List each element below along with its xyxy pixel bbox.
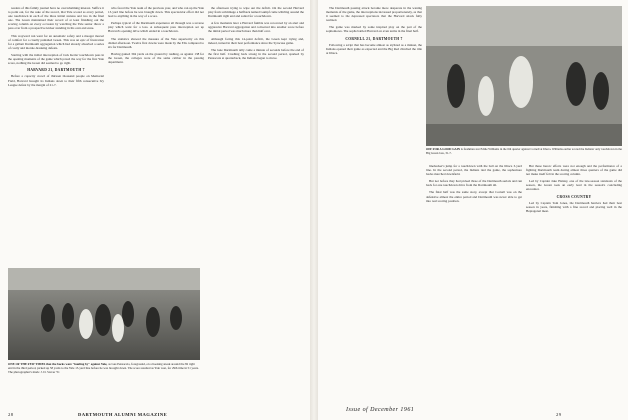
article-paragraph: A few moments later a Harvard fumble was recovered by an alert and aggressive Harvard aggregation and converted into another score before the initial period was much more than half over. (208, 21, 304, 34)
article-paragraph: Led by Captain Tom Jones, the Dartmouth harriers had their best season in years, finishing with a fine record and placing well in the Heptagonal meet. (526, 200, 622, 213)
photo-caption-right (426, 148, 622, 156)
article-paragraph: the afternoon trying to wipe out the deficit. On the second Harvard play from scrimmage a halfback named Gumpf came whirling around the Dartmouth right end and sailed for a touchdown. (208, 6, 304, 19)
article-paragraph: Following a script that has become almost as stylized as a minuet, the Indians opened their game as expected and the Big Red clinched the title at Ithaca. (326, 42, 422, 55)
right-column-1 (326, 6, 422, 390)
article-paragraph: Before a capacity crowd of thirteen thousand people on Memorial Field, Harvard brought its Indians down to their fifth consecutive Ivy League defeat by the margin of 21-7. (8, 74, 104, 87)
right-page (318, 0, 628, 420)
article-paragraph: Although facing this 14-point deficit, the Green kept trying and, indeed, turned in their best performance since the Syracuse game. (208, 36, 304, 45)
article-paragraph: The statistics showed the measure of the Yale superiority on this dismal afternoon. Twelve first downs were made by the Elis compared to six for Dartmouth. (108, 36, 204, 49)
article-paragraph: Starting with the initial interception of Jack Kerns' touchdown pass in the opening moments of the game which paved the way for the first Yale score, nothing the Green did seemed to go right. (8, 52, 104, 66)
caption-body-right: is freshman star Eddie Williams in the 6th quarter against Cornell at Ithaca. Williams earlier scored the Indians' only touchdown in the Big Green loss, 31-7. (426, 147, 622, 155)
right-column-2 (426, 164, 522, 390)
football-photo-cornell (426, 6, 622, 146)
article-paragraph: Perhaps typical of the Dartmouth experience all through was a reverse play which went for a loss. A subsequent pass interception set up Harvard's opening drive which ended in a touchdown. (108, 21, 204, 34)
left-column-3 (208, 6, 304, 262)
article-paragraph: The Dartmouth passing attack became more desperate in the waning moments of the game, the interceptions increased proportionately, as that it seemed to the depressed spectators that the Harvard attack fully realized. (326, 6, 422, 23)
magazine-title: DARTMOUTH ALUMNI MAGAZINE (78, 412, 168, 417)
article-paragraph: The final half was the same story, except that Cornell was on the defensive almost the entire period and Dartmouth was never able to get into real scoring position. (426, 190, 522, 203)
article-paragraph: linebacker's jump for a touchdown with the ball on the Ithaca 3-yard line. In the second period, the Indians tied the game, the sophomore backs marched downfield. (426, 164, 522, 177)
article-paragraph: Led by Captain Jake Hanley, one of the late-season standouts of the season, the Green took an early lead in the season's concluding encounter. (526, 179, 622, 192)
page-number-left: 28 (8, 412, 14, 417)
left-page (0, 0, 310, 420)
page-number-right: 29 (556, 412, 562, 417)
section-heading: CORNELL 21, DARTMOUTH 7 (345, 36, 403, 41)
left-column-2 (108, 6, 204, 262)
article-paragraph: Having gained 394 yards on the ground by rushing, as against 138 for the Green, the colleges were of the same caliber in the passing department. (108, 51, 204, 65)
photo-credit: J. D. Stover '51 (40, 370, 60, 374)
section-heading: HARVARD 21, DARTMOUTH 7 (27, 68, 85, 73)
right-column-3 (526, 164, 622, 390)
article-paragraph: But not before they had picked three of the Dartmouth aerials and run back for one touchdown drive from the Dartmouth 46. (426, 179, 522, 188)
article-paragraph: The lone Dartmouth tally came a minute of seconds before the end of the first half. Crashing back strong in the second period, sparked by Pensacola at quarterback, the Indians began to move. (208, 47, 304, 60)
article-paragraph: But these heroic efforts were not enough and the performance of a fighting Dartmouth team during almost three quarters of the game did not make itself felt in the scoring column. (526, 164, 622, 177)
article-paragraph: readers of this family journal have no overwhelming interest. Suffice it to point out, for the sake of the record, that Yale scored as every period, one touchdown in each of the three initial stanzas and two in the final one. The Green maintained their record of at least finishing out the scoring column on every occasion by watching the Yale senior throw a pass over from a prospective kicker standing in his own end zone. (8, 6, 104, 31)
photo-caption-left (8, 362, 200, 374)
article-paragraph: The game was marked by some inspired play on the part of the sophomores. The sophs battled Harvard on even terms in the final half. (326, 25, 422, 34)
article-paragraph: who faced the Yale team of the previous year, and who ran up the Yale 13-yard line before he was brought down. This spectacular effort did not lead to anything in the way of a score. (108, 6, 204, 19)
caption-lead-right: OFF FOR A GOOD GAIN (426, 147, 461, 151)
article-paragraph: This wayward run went for an automatic safety and a meager morsel of comfort for a cruelly punished Green. This was an epic of frustration for a gallant Dartmouth aggregation which had already absorbed a series of costly and morale-breaking defeats. (8, 33, 104, 50)
section-heading: CROSS COUNTRY (556, 194, 592, 199)
page-gutter (310, 0, 318, 420)
issue-date: Issue of December 1961 (346, 407, 415, 413)
football-photo-yale (8, 268, 200, 360)
caption-lead: ONE OF THE FEW TIMES that the backs were "hauling by" against Yale, (8, 362, 108, 366)
caption-body: as Gus Pensacola, foreground, on a hooking sneak around the 82 right end in the third period, picked up 58 yards to the Yale 13-yard line before he was brought down. The score resulted as Yale won, for 29th time in 51 years. The photographer's mark: (8, 362, 199, 374)
